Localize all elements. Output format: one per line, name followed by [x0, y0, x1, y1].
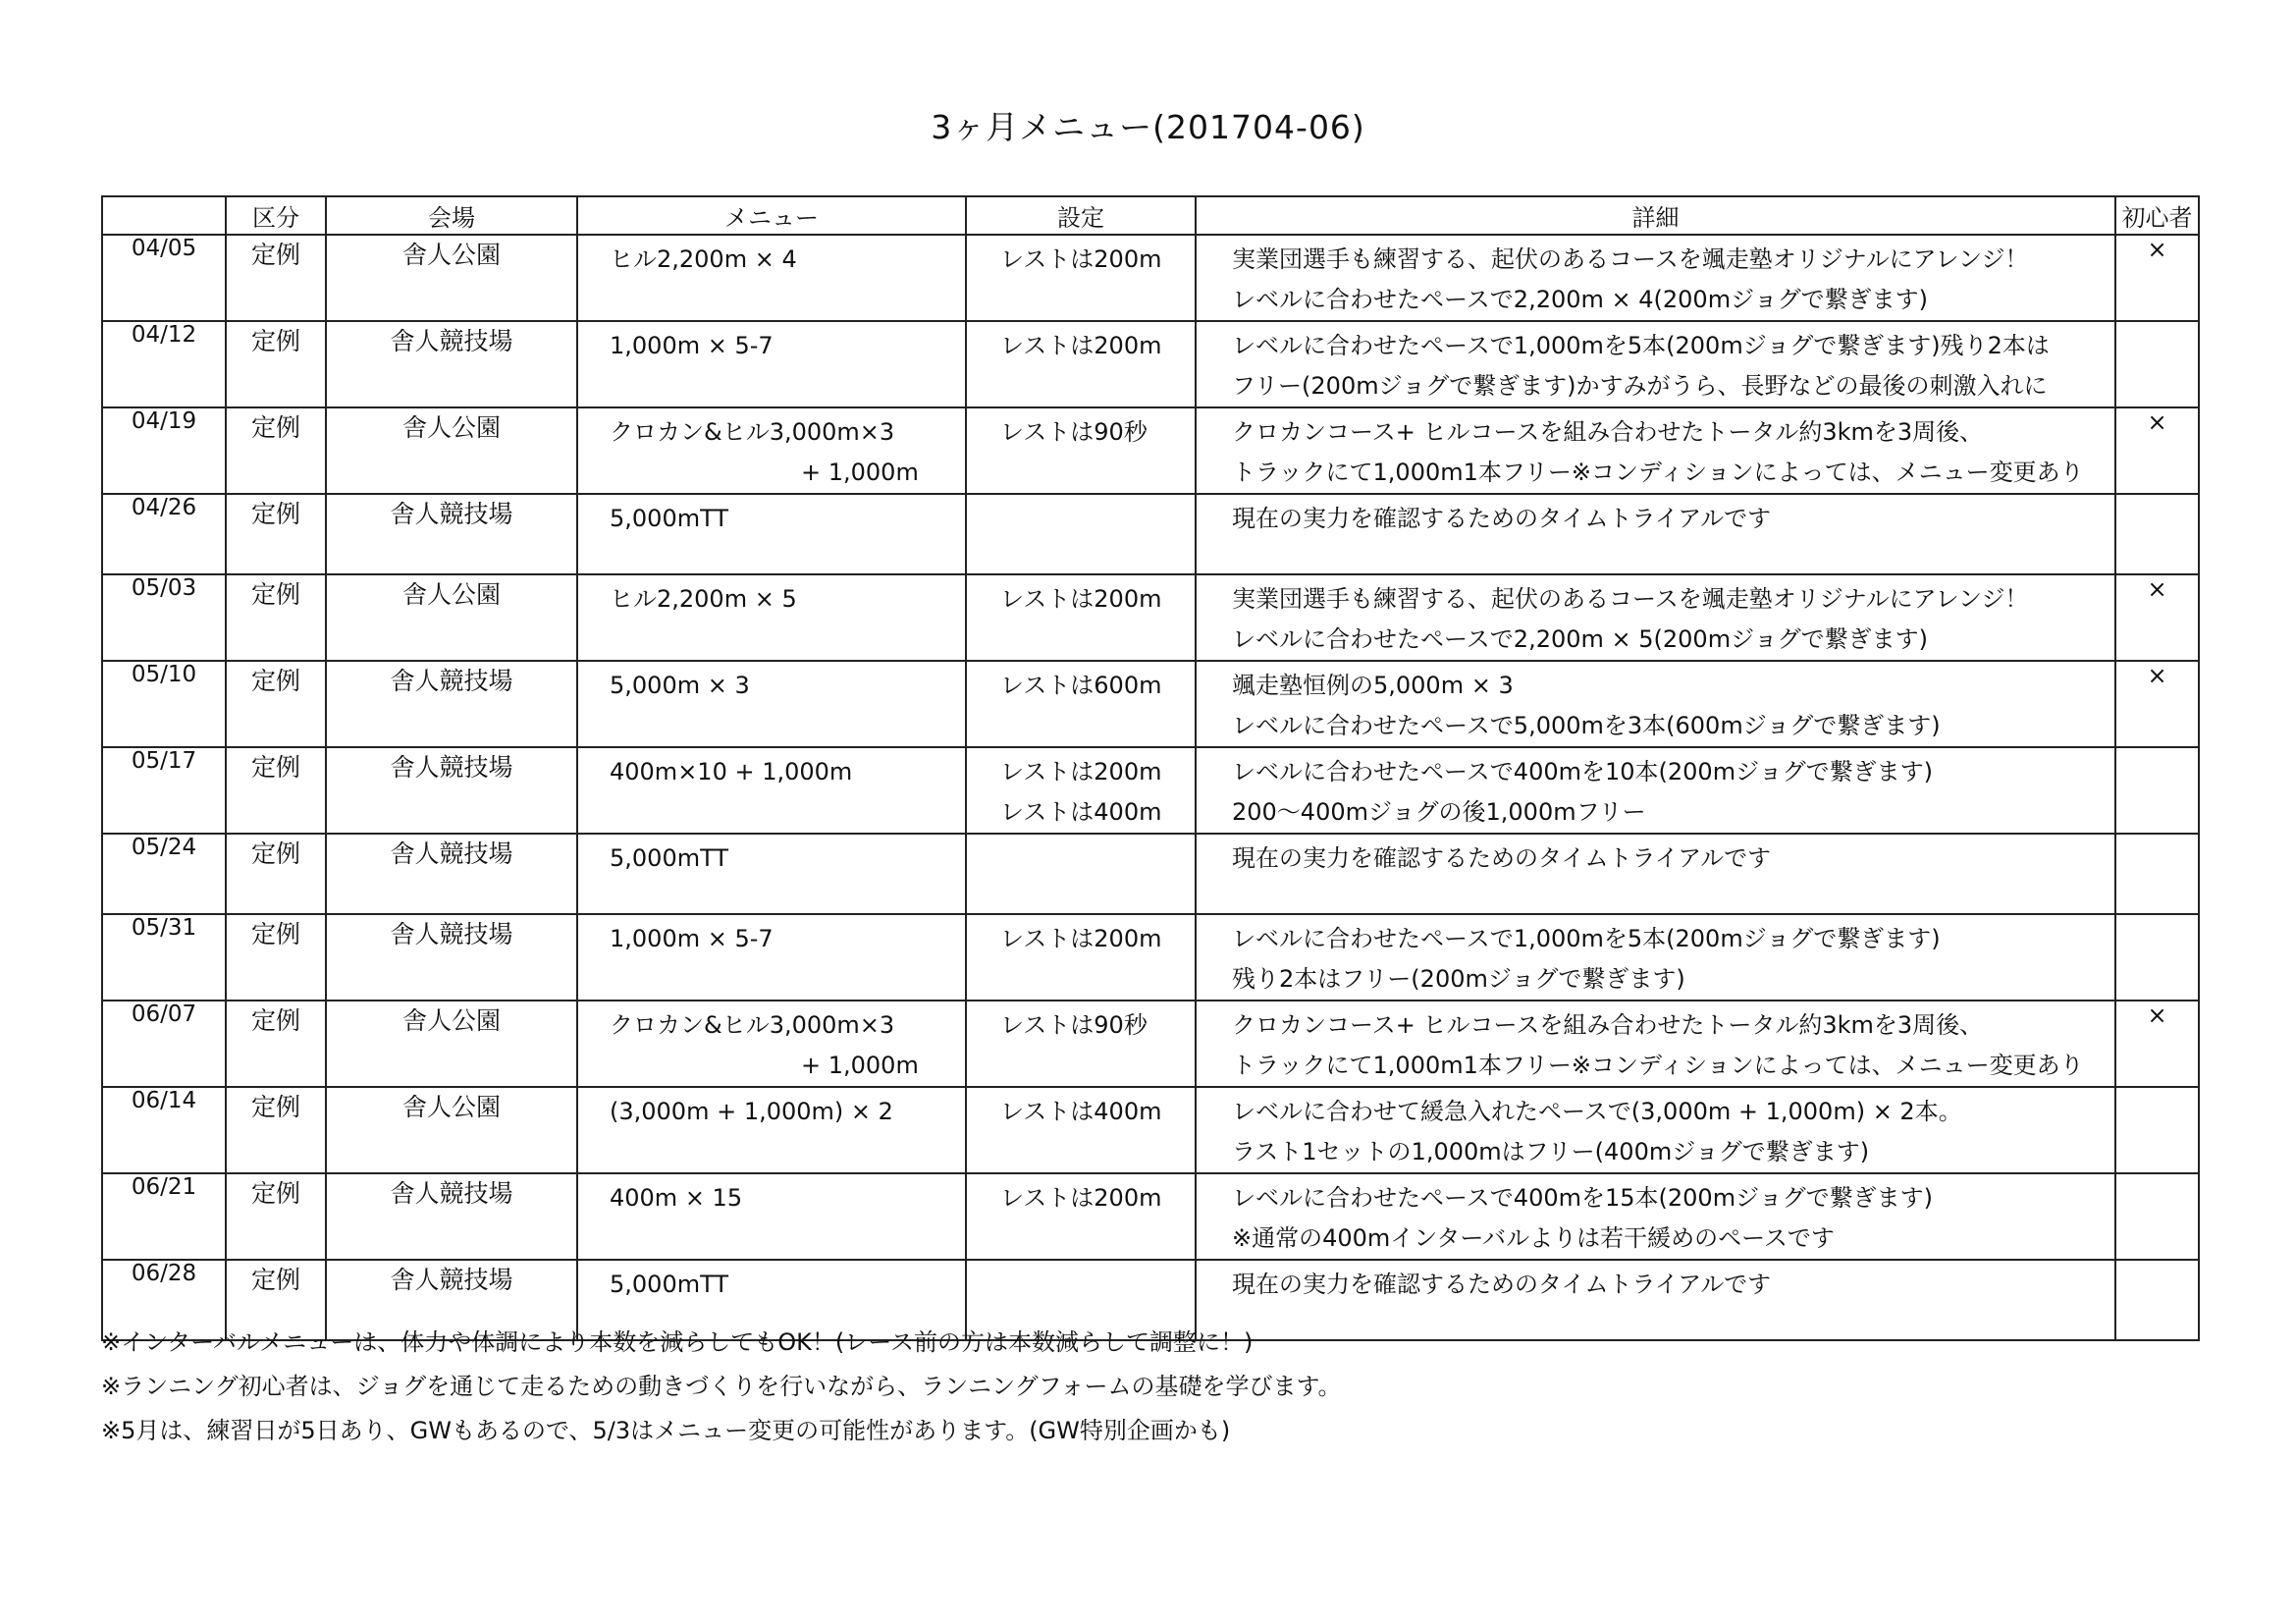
- menu-cell-lines: [578, 1088, 965, 1132]
- table-row: [102, 1087, 2199, 1173]
- detail-cell: [1196, 747, 2115, 834]
- category-cell: 定例: [226, 661, 326, 747]
- setting-cell-line: レストは90秒: [1000, 418, 1148, 446]
- detail-cell-line: レベルに合わせたペースで2,200m × 5(200mジョグで繋ぎます): [1232, 625, 1928, 653]
- notes: [101, 1321, 1342, 1453]
- detail-cell-lines: [1197, 1174, 2114, 1259]
- menu-cell-line: クロカン&ヒル3,000m×3: [610, 418, 895, 446]
- setting-cell-line: レストは200m: [1000, 925, 1162, 952]
- table-row: [102, 574, 2199, 661]
- venue-cell: 舎人競技場: [326, 834, 577, 914]
- menu-cell-line: ヒル2,200m × 5: [610, 585, 797, 613]
- setting-cell: [966, 407, 1196, 494]
- date-cell: 05/17: [102, 747, 226, 834]
- beginner-cell: [2115, 747, 2199, 834]
- table-row: [102, 494, 2199, 574]
- table-row: [102, 661, 2199, 747]
- date-cell: 04/05: [102, 235, 226, 321]
- menu-cell-lines: [578, 662, 965, 706]
- detail-cell: [1196, 1087, 2115, 1173]
- category-cell: 定例: [226, 1173, 326, 1260]
- beginner-cell: [2115, 1087, 2199, 1173]
- detail-cell-lines: [1197, 835, 2114, 879]
- setting-cell: [966, 321, 1196, 407]
- beginner-cell: [2115, 1173, 2199, 1260]
- table-header: [102, 196, 2199, 235]
- date-cell: 04/26: [102, 494, 226, 574]
- table-row: [102, 407, 2199, 494]
- beginner-cell: ×: [2115, 235, 2199, 321]
- venue-cell: 舎人競技場: [326, 1173, 577, 1260]
- detail-cell-lines: [1197, 662, 2114, 746]
- setting-cell-lines: [967, 1261, 1195, 1265]
- setting-cell: [966, 494, 1196, 574]
- setting-cell-line: レストは200m: [1000, 332, 1162, 359]
- menu-cell-line: + 1,000m: [801, 1052, 919, 1079]
- category-cell: 定例: [226, 747, 326, 834]
- detail-cell: [1196, 407, 2115, 494]
- detail-cell-line: 現在の実力を確認するためのタイムトライアルです: [1232, 1271, 1772, 1298]
- detail-cell-line: トラックにて1,000m1本フリー※コンディションによっては、メニュー変更あり: [1232, 459, 2084, 486]
- detail-cell-line: レベルに合わせたペースで400mを15本(200mジョグで繋ぎます): [1232, 1184, 1933, 1212]
- setting-cell-line: レストは90秒: [1000, 1011, 1148, 1039]
- header-detail: 詳細: [1196, 196, 2115, 235]
- detail-cell: [1196, 834, 2115, 914]
- detail-cell: [1196, 494, 2115, 574]
- setting-cell-lines: [967, 236, 1195, 280]
- detail-cell-line: レベルに合わせて緩急入れたペースで(3,000m + 1,000m) × 2本。: [1232, 1098, 1962, 1125]
- setting-cell-line: レストは400m: [1000, 798, 1162, 826]
- detail-cell: [1196, 574, 2115, 661]
- detail-cell-lines: [1197, 1088, 2114, 1172]
- setting-cell-lines: [967, 575, 1195, 620]
- venue-cell: 舎人競技場: [326, 321, 577, 407]
- beginner-cell: [2115, 321, 2199, 407]
- header-date: [102, 196, 226, 235]
- venue-cell: 舎人公園: [326, 407, 577, 494]
- detail-cell-line: 200～400mジョグの後1,000mフリー: [1232, 798, 1646, 826]
- menu-cell: [577, 1173, 966, 1260]
- setting-cell-line: レストは400m: [1000, 1098, 1162, 1125]
- category-cell: 定例: [226, 494, 326, 574]
- note-line: ※ランニング初心者は、ジョグを通じて走るための動きづくりを行いながら、ランニングフォームの基礎を学びます。: [101, 1373, 1342, 1400]
- date-cell: 04/19: [102, 407, 226, 494]
- detail-cell-lines: [1197, 495, 2114, 539]
- setting-cell-line: レストは600m: [1000, 672, 1162, 699]
- menu-cell-line: 5,000mTT: [610, 844, 728, 872]
- detail-cell-lines: [1197, 236, 2114, 320]
- detail-cell: [1196, 1001, 2115, 1087]
- venue-cell: 舎人公園: [326, 1001, 577, 1087]
- date-cell: 05/31: [102, 914, 226, 1001]
- menu-cell-line: 400m × 15: [610, 1184, 743, 1212]
- detail-cell-line: レベルに合わせたペースで2,200m × 4(200mジョグで繋ぎます): [1232, 286, 1928, 313]
- venue-cell: 舎人公園: [326, 1087, 577, 1173]
- menu-cell-lines: [578, 236, 965, 280]
- detail-cell-line: ※通常の400mインターバルよりは若干緩めのペースです: [1232, 1224, 1835, 1252]
- table-row: [102, 321, 2199, 407]
- detail-cell-line: フリー(200mジョグで繋ぎます)かすみがうら、長野などの最後の刺激入れに: [1232, 372, 2048, 400]
- menu-cell-line: 5,000mTT: [610, 505, 728, 532]
- date-cell: 05/03: [102, 574, 226, 661]
- setting-cell-line: レストは200m: [1000, 245, 1162, 273]
- detail-cell-lines: [1197, 1261, 2114, 1305]
- detail-cell-lines: [1197, 575, 2114, 660]
- menu-cell-line: + 1,000m: [801, 459, 919, 486]
- setting-cell-lines: [967, 1088, 1195, 1132]
- beginner-cell: ×: [2115, 661, 2199, 747]
- detail-cell-line: クロカンコース+ ヒルコースを組み合わせたトータル約3kmを3周後、: [1232, 1011, 1984, 1039]
- menu-cell-line: クロカン&ヒル3,000m×3: [610, 1011, 895, 1039]
- category-cell: 定例: [226, 914, 326, 1001]
- date-cell: 06/21: [102, 1173, 226, 1260]
- venue-cell: 舎人公園: [326, 235, 577, 321]
- detail-cell: [1196, 235, 2115, 321]
- menu-cell-lines: [578, 835, 965, 879]
- detail-cell-lines: [1197, 322, 2114, 406]
- setting-cell-lines: [967, 495, 1195, 499]
- detail-cell-line: 現在の実力を確認するためのタイムトライアルです: [1232, 505, 1772, 532]
- venue-cell: 舎人競技場: [326, 494, 577, 574]
- header-setting: 設定: [966, 196, 1196, 235]
- menu-cell: [577, 494, 966, 574]
- detail-cell-line: レベルに合わせたペースで5,000mを3本(600mジョグで繋ぎます): [1232, 712, 1941, 739]
- detail-cell-line: レベルに合わせたペースで1,000mを5本(200mジョグで繋ぎます): [1232, 925, 1941, 952]
- menu-cell-lines: [578, 575, 965, 620]
- category-cell: 定例: [226, 834, 326, 914]
- detail-cell-line: 現在の実力を確認するためのタイムトライアルです: [1232, 844, 1772, 872]
- beginner-cell: ×: [2115, 407, 2199, 494]
- detail-cell-line: 実業団選手も練習する、起伏のあるコースを颯走塾オリジナルにアレンジ！: [1232, 245, 2029, 273]
- detail-cell-line: クロカンコース+ ヒルコースを組み合わせたトータル約3kmを3周後、: [1232, 418, 1984, 446]
- setting-cell-lines: [967, 322, 1195, 366]
- page-title: 3ヶ月メニュー(201704-06): [931, 108, 1365, 146]
- detail-cell-line: レベルに合わせたペースで1,000mを5本(200mジョグで繋ぎます)残り2本は: [1232, 332, 2050, 359]
- venue-cell: 舎人競技場: [326, 914, 577, 1001]
- category-cell: 定例: [226, 407, 326, 494]
- menu-cell: [577, 1001, 966, 1087]
- menu-cell-line: ヒル2,200m × 4: [610, 245, 797, 273]
- setting-cell-lines: [967, 1001, 1195, 1046]
- menu-cell: [577, 834, 966, 914]
- setting-cell: [966, 834, 1196, 914]
- detail-cell: [1196, 914, 2115, 1001]
- training-menu-table: [101, 195, 2200, 1341]
- setting-cell-line: レストは200m: [1000, 758, 1162, 785]
- setting-cell: [966, 661, 1196, 747]
- date-cell: 05/24: [102, 834, 226, 914]
- note-line: ※5月は、練習日が5日あり、GWもあるので、5/3はメニュー変更の可能性があります。(GW特別企画かも): [101, 1417, 1231, 1444]
- detail-cell-line: トラックにて1,000m1本フリー※コンディションによっては、メニュー変更あり: [1232, 1052, 2084, 1079]
- setting-cell: [966, 914, 1196, 1001]
- date-cell: 06/28: [102, 1260, 226, 1340]
- category-cell: 定例: [226, 1260, 326, 1340]
- beginner-cell: ×: [2115, 574, 2199, 661]
- setting-cell: [966, 1173, 1196, 1260]
- menu-cell: [577, 747, 966, 834]
- header-venue: 会場: [326, 196, 577, 235]
- setting-cell: [966, 574, 1196, 661]
- setting-cell: [966, 747, 1196, 834]
- menu-cell-line: 1,000m × 5-7: [610, 925, 774, 952]
- detail-cell: [1196, 1173, 2115, 1260]
- category-cell: 定例: [226, 574, 326, 661]
- menu-cell-lines: [578, 1174, 965, 1218]
- detail-cell-lines: [1197, 748, 2114, 833]
- detail-cell-lines: [1197, 915, 2114, 1000]
- table-row: [102, 235, 2199, 321]
- setting-cell-lines: [967, 835, 1195, 839]
- menu-cell-lines: [578, 748, 965, 792]
- setting-cell-lines: [967, 408, 1195, 453]
- date-cell: 04/12: [102, 321, 226, 407]
- setting-cell: [966, 235, 1196, 321]
- table-row: [102, 747, 2199, 834]
- detail-cell-line: ラスト1セットの1,000mはフリー(400mジョグで繋ぎます): [1232, 1138, 1870, 1165]
- venue-cell: 舎人競技場: [326, 1260, 577, 1340]
- setting-cell-lines: [967, 662, 1195, 706]
- menu-cell-line: 1,000m × 5-7: [610, 332, 774, 359]
- setting-cell: [966, 1001, 1196, 1087]
- category-cell: 定例: [226, 1001, 326, 1087]
- beginner-cell: [2115, 494, 2199, 574]
- detail-cell-line: レベルに合わせたペースで400mを10本(200mジョグで繋ぎます): [1232, 758, 1933, 785]
- venue-cell: 舎人競技場: [326, 661, 577, 747]
- menu-cell: [577, 407, 966, 494]
- menu-cell: [577, 1087, 966, 1173]
- menu-cell: [577, 574, 966, 661]
- menu-cell-line: 400m×10 + 1,000m: [610, 758, 853, 785]
- detail-cell: [1196, 661, 2115, 747]
- note-line: ※インターバルメニューは、体力や体調により本数を減らしてもOK！(レース前の方は本数減らして調整に！): [101, 1328, 1254, 1356]
- date-cell: 06/14: [102, 1087, 226, 1173]
- header-category: 区分: [226, 196, 326, 235]
- menu-cell-lines: [578, 408, 965, 493]
- setting-cell-lines: [967, 748, 1195, 833]
- menu-cell-line: 5,000mTT: [610, 1271, 728, 1298]
- table-body: [102, 235, 2199, 1340]
- menu-cell-lines: [578, 1001, 965, 1086]
- setting-cell-line: レストは200m: [1000, 1184, 1162, 1212]
- menu-cell-lines: [578, 915, 965, 959]
- setting-cell-lines: [967, 915, 1195, 959]
- setting-cell-line: レストは200m: [1000, 585, 1162, 613]
- menu-cell: [577, 661, 966, 747]
- menu-cell-lines: [578, 322, 965, 366]
- menu-cell-lines: [578, 1261, 965, 1305]
- detail-cell-line: 実業団選手も練習する、起伏のあるコースを颯走塾オリジナルにアレンジ！: [1232, 585, 2029, 613]
- category-cell: 定例: [226, 1087, 326, 1173]
- detail-cell-line: 残り2本はフリー(200mジョグで繋ぎます): [1232, 965, 1685, 993]
- category-cell: 定例: [226, 235, 326, 321]
- beginner-cell: ×: [2115, 1001, 2199, 1087]
- beginner-cell: [2115, 834, 2199, 914]
- table-row: [102, 914, 2199, 1001]
- detail-cell-lines: [1197, 1001, 2114, 1086]
- menu-cell-lines: [578, 495, 965, 539]
- category-cell: 定例: [226, 321, 326, 407]
- table-row: [102, 834, 2199, 914]
- header-menu: メニュー: [577, 196, 966, 235]
- setting-cell-lines: [967, 1174, 1195, 1218]
- menu-cell-line: (3,000m + 1,000m) × 2: [610, 1098, 893, 1125]
- beginner-cell: [2115, 914, 2199, 1001]
- menu-cell: [577, 235, 966, 321]
- header-row: [102, 196, 2199, 235]
- table-row: [102, 1001, 2199, 1087]
- header-beginner: 初心者: [2115, 196, 2199, 235]
- date-cell: 06/07: [102, 1001, 226, 1087]
- date-cell: 05/10: [102, 661, 226, 747]
- menu-cell: [577, 914, 966, 1001]
- setting-cell: [966, 1087, 1196, 1173]
- detail-cell-line: 颯走塾恒例の5,000m × 3: [1232, 672, 1514, 699]
- venue-cell: 舎人競技場: [326, 747, 577, 834]
- menu-cell: [577, 321, 966, 407]
- beginner-cell: [2115, 1260, 2199, 1340]
- table-row: [102, 1173, 2199, 1260]
- menu-cell-line: 5,000m × 3: [610, 672, 750, 699]
- venue-cell: 舎人公園: [326, 574, 577, 661]
- detail-cell: [1196, 321, 2115, 407]
- detail-cell-lines: [1197, 408, 2114, 493]
